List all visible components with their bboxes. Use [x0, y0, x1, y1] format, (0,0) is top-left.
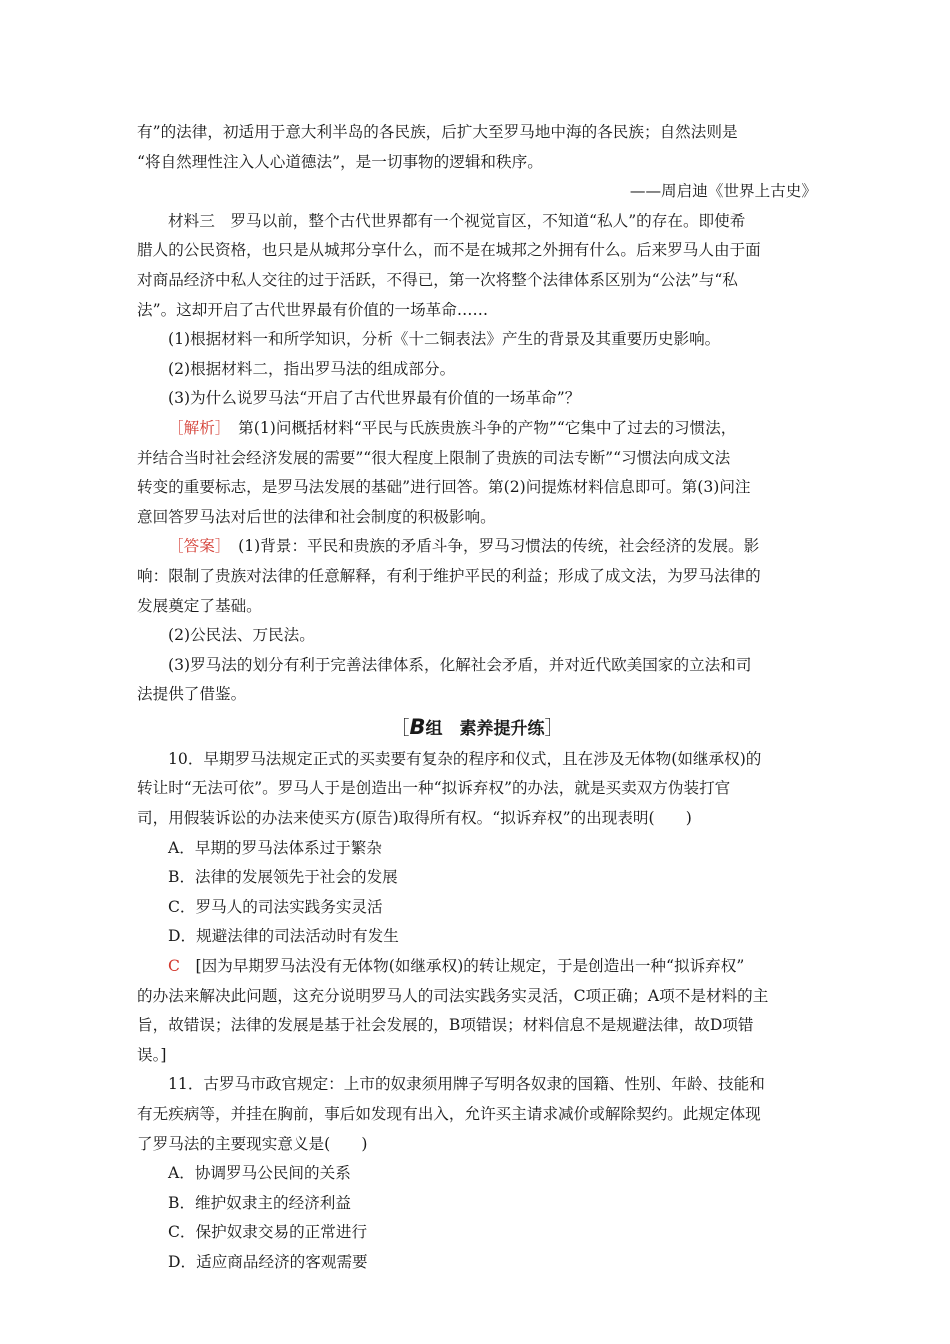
option-d: D．规避法律的司法活动时有发生 [168, 927, 399, 946]
text-line: 司，用假装诉讼的办法来使买方(原告)取得所有权。“拟诉弃权”的出现表明( ) [137, 809, 692, 828]
q10-answer-letter: C [168, 957, 180, 976]
option-c: C．罗马人的司法实践务实灵活 [168, 897, 383, 916]
source-citation: ——周启迪《世界上古史》 [629, 182, 817, 201]
analysis-line [137, 414, 817, 444]
text-line: 了罗马法的主要现实意义是( ) [137, 1134, 368, 1153]
material-three: 材料三 罗马以前，整个古代世界都有一个视觉盲区，不知道“私人”的存在。即使希 [168, 211, 746, 230]
question-2: (2)根据材料二，指出罗马法的组成部分。 [168, 359, 456, 378]
text-line: 误。] [137, 1045, 167, 1064]
banner-open-bracket: ［ [390, 716, 410, 739]
text-line: 法”。这却开启了古代世界最有价值的一场革命…… [137, 300, 489, 319]
q10-answer-line [137, 952, 817, 982]
text-line: 转变的重要标志，是罗马法发展的基础”进行回答。第(2)问提炼材料信息即可。第(3)问注 [137, 478, 751, 497]
section-banner [137, 711, 817, 743]
banner-letter: B [409, 714, 426, 739]
answer-tag: ［答案］ [168, 537, 223, 556]
q10-explanation: [因为早期罗马法没有无体物(如继承权)的转让规定，于是创造出一种“拟诉弃权” [179, 957, 745, 976]
option-a: A．早期的罗马法体系过于繁杂 [168, 838, 382, 857]
answer-text: (1)背景：平民和贵族的矛盾斗争，罗马习惯法的传统，社会经济的发展。影 [222, 537, 760, 556]
text-line: 旨，故错误；法律的发展是基于社会发展的，B项错误；材料信息不是规避法律，故D项错 [137, 1016, 754, 1035]
question-1: (1)根据材料一和所学知识，分析《十二铜表法》产生的背景及其重要历史影响。 [168, 330, 721, 349]
banner-title: 组 素养提升练 [425, 718, 545, 739]
text-line: 法提供了借鉴。 [137, 685, 247, 704]
option-b: B．维护奴隶主的经济利益 [168, 1193, 351, 1212]
text-line: 意回答罗马法对后世的法律和社会制度的积极影响。 [137, 507, 496, 526]
option-b: B．法律的发展领先于社会的发展 [168, 868, 398, 887]
analysis-tag: ［解析］ [168, 418, 223, 437]
answer-3: (3)罗马法的划分有利于完善法律体系，化解社会矛盾，并对近代欧美国家的立法和司 [168, 655, 752, 674]
text-line: 转让时“无法可依”。罗马人于是创造出一种“拟诉弃权”的办法，就是买卖双方伪装打官 [137, 779, 731, 798]
option-d: D．适应商品经济的客观需要 [168, 1252, 368, 1271]
text-line: 并结合当时社会经济发展的需要”“很大程度上限制了贵族的司法专断”“习惯法向成文法 [137, 448, 731, 467]
document-page [137, 118, 817, 1278]
text-line: 对商品经济中私人交往的过于活跃，不得已，第一次将整个法律体系区别为“公法”与“私 [137, 270, 738, 289]
question-11: 11．古罗马市政官规定：上市的奴隶须用牌子写明各奴隶的国籍、性别、年龄、技能和 [168, 1075, 765, 1094]
option-c: C．保护奴隶交易的正常进行 [168, 1223, 368, 1242]
option-a: A．协调罗马公民间的关系 [168, 1164, 351, 1183]
text-line: 响：限制了贵族对法律的任意解释，有利于维护平民的利益；形成了成文法，为罗马法律的 [137, 566, 761, 585]
answer-2: (2)公民法、万民法。 [168, 626, 315, 645]
text-line: “将自然理性注入人心道德法”，是一切事物的逻辑和秩序。 [137, 152, 543, 171]
text-line: 腊人的公民资格，也只是从城邦分享什么，而不是在城邦之外拥有什么。后来罗马人由于面 [137, 241, 761, 260]
text-line: 发展奠定了基础。 [137, 596, 262, 615]
text-line: 的办法来解决此问题，这充分说明罗马人的司法实践务实灵活，C项正确；A项不是材料的主 [137, 986, 769, 1005]
answer-line [137, 532, 817, 562]
text-line: 有”的法律，初适用于意大利半岛的各民族，后扩大至罗马地中海的各民族；自然法则是 [137, 123, 738, 141]
text-line: 有无疾病等，并挂在胸前，事后如发现有出入，允许买主请求减价或解除契约。此规定体现 [137, 1105, 761, 1123]
question-3: (3)为什么说罗马法“开启了古代世界最有价值的一场革命”？ [168, 389, 581, 408]
banner-close-bracket: ］ [544, 716, 564, 739]
analysis-text: 第(1)问概括材料“平民与氏族贵族斗争的产物”“它集中了过去的习惯法， [222, 418, 737, 437]
question-10: 10．早期罗马法规定正式的买卖要有复杂的程序和仪式，且在涉及无体物(如继承权)的 [168, 749, 762, 768]
